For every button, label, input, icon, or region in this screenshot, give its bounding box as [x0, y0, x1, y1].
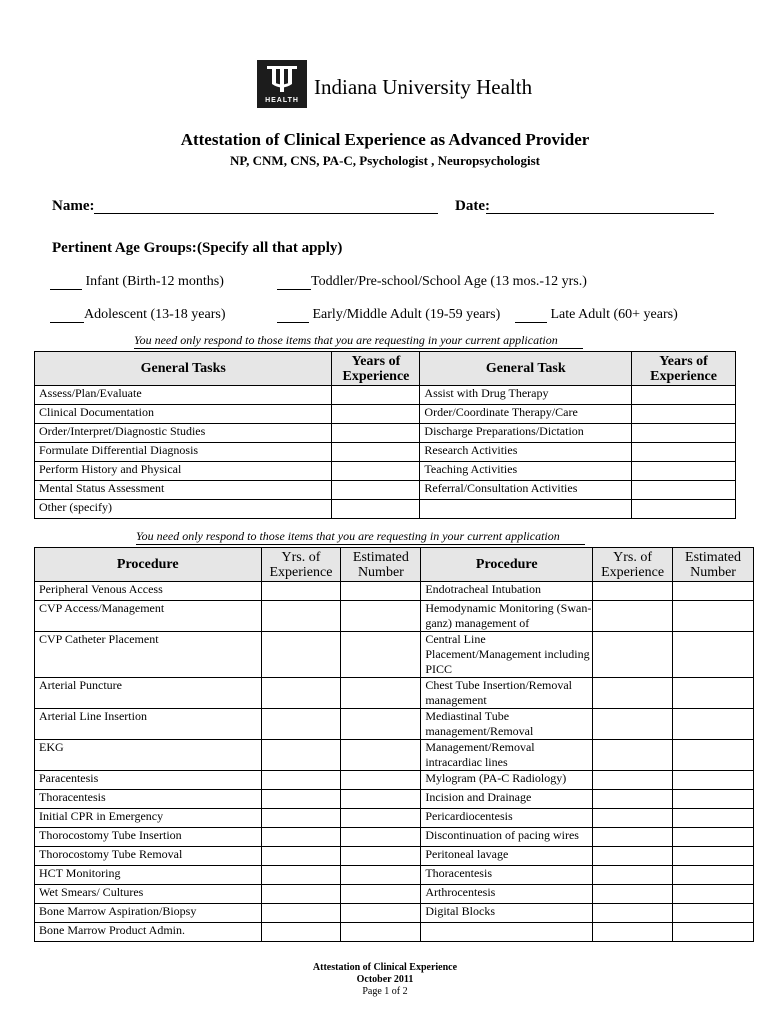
procedure-name-2: Discontinuation of pacing wires — [421, 828, 593, 847]
yrs-input[interactable] — [261, 601, 341, 632]
task-name-2: Discharge Preparations/Dictation — [420, 424, 632, 443]
page-title: Attestation of Clinical Experience as Advanced Provider — [180, 130, 590, 149]
yrs-input[interactable] — [261, 904, 341, 923]
yrs-input-2[interactable] — [593, 632, 673, 678]
procedures-table — [34, 547, 754, 942]
yrs-input-2[interactable] — [593, 923, 673, 942]
footer-date: October 2011 — [356, 974, 414, 985]
yrs-input[interactable] — [261, 771, 341, 790]
estimated-input-2[interactable] — [673, 809, 754, 828]
col-years2-line1: Years of — [659, 353, 708, 369]
age-adult-blank[interactable] — [277, 310, 309, 323]
age-infant — [50, 274, 224, 290]
col-est-line2: Number — [357, 564, 404, 580]
years-input-2[interactable] — [632, 386, 736, 405]
table-row — [35, 500, 736, 519]
years-input-2[interactable] — [632, 462, 736, 481]
age-groups-heading: Pertinent Age Groups: — [52, 240, 197, 256]
estimated-input-2[interactable] — [673, 847, 754, 866]
col-yrs-line2: Experience — [269, 564, 333, 580]
years-input[interactable] — [332, 386, 420, 405]
date-label: Date: — [455, 198, 490, 214]
col-estimated-number — [341, 548, 421, 582]
table-row — [35, 923, 754, 942]
yrs-input[interactable] — [261, 709, 341, 740]
age-adult — [277, 307, 500, 323]
procedure-name-2: Peritoneal lavage — [421, 847, 593, 866]
procedure-name: Arterial Puncture — [35, 678, 262, 709]
table-row — [35, 601, 754, 632]
task-name: Assess/Plan/Evaluate — [35, 386, 332, 405]
estimated-input[interactable] — [341, 828, 421, 847]
yrs-input[interactable] — [261, 678, 341, 709]
estimated-input-2[interactable] — [673, 632, 754, 678]
col-yrs-experience-2 — [593, 548, 673, 582]
table-row — [35, 582, 754, 601]
col-yrs-experience — [261, 548, 341, 582]
age-toddler-label: Toddler/Pre-school/School Age (13 mos.-12 yrs.) — [311, 274, 587, 289]
estimated-input-2[interactable] — [673, 866, 754, 885]
table-row — [35, 632, 754, 678]
col-est-line1: Estimated — [352, 549, 409, 565]
age-toddler-blank[interactable] — [277, 277, 311, 290]
name-field[interactable] — [94, 198, 438, 214]
procedure-name-2: Management/Removal intracardiac lines — [421, 740, 593, 771]
estimated-input-2[interactable] — [673, 601, 754, 632]
years-input[interactable] — [332, 500, 420, 519]
footer-title: Attestation of Clinical Experience — [312, 962, 458, 973]
task-name-2 — [420, 500, 632, 519]
procedure-name: Initial CPR in Emergency — [35, 809, 262, 828]
estimated-input-2[interactable] — [673, 828, 754, 847]
table-row — [35, 904, 754, 923]
table-row — [35, 847, 754, 866]
years-input-2[interactable] — [632, 481, 736, 500]
estimated-input[interactable] — [341, 709, 421, 740]
years-input-2[interactable] — [632, 424, 736, 443]
procedure-name: Thorocostomy Tube Removal — [35, 847, 262, 866]
estimated-input[interactable] — [341, 866, 421, 885]
instruction-note: You need only respond to those items that you are requesting in your current application — [134, 333, 558, 347]
table-row — [35, 678, 754, 709]
table-row — [35, 481, 736, 500]
procedure-name-2: Pericardiocentesis — [421, 809, 593, 828]
yrs-input-2[interactable] — [593, 790, 673, 809]
task-name: Perform History and Physical — [35, 462, 332, 481]
name-label: Name: — [52, 198, 95, 214]
yrs-input[interactable] — [261, 923, 341, 942]
years-input[interactable] — [332, 443, 420, 462]
years-input-2[interactable] — [632, 500, 736, 519]
yrs-input[interactable] — [261, 632, 341, 678]
age-adolescent — [50, 307, 226, 323]
iu-health-logo — [257, 60, 307, 108]
estimated-input-2[interactable] — [673, 678, 754, 709]
col-years-experience-2 — [632, 352, 736, 386]
task-name-2: Assist with Drug Therapy — [420, 386, 632, 405]
estimated-input[interactable] — [341, 601, 421, 632]
estimated-input[interactable] — [341, 904, 421, 923]
procedure-name: Bone Marrow Aspiration/Biopsy — [35, 904, 262, 923]
table-row — [35, 405, 736, 424]
table-row — [35, 424, 736, 443]
yrs-input-2[interactable] — [593, 582, 673, 601]
col-estimated-number-2 — [673, 548, 754, 582]
estimated-input-2[interactable] — [673, 582, 754, 601]
yrs-input-2[interactable] — [593, 709, 673, 740]
years-input[interactable] — [332, 424, 420, 443]
procedure-name-2: Chest Tube Insertion/Removal management — [421, 678, 593, 709]
age-adolescent-blank[interactable] — [50, 310, 84, 323]
age-adolescent-label: Adolescent (13-18 years) — [84, 307, 226, 322]
age-adult-label: Early/Middle Adult (19-59 years) — [312, 307, 501, 322]
col-years2-line2: Experience — [650, 368, 717, 384]
estimated-input[interactable] — [341, 632, 421, 678]
procedure-name-2: Mylogram (PA-C Radiology) — [421, 771, 593, 790]
col-yrs2-line2: Experience — [601, 564, 665, 580]
instruction-note-2: You need only respond to those items that you are requesting in your current application — [136, 529, 560, 543]
col-years-line2: Experience — [342, 368, 410, 384]
procedure-name-2 — [421, 923, 593, 942]
yrs-input-2[interactable] — [593, 740, 673, 771]
task-name: Clinical Documentation — [35, 405, 332, 424]
col-procedure: Procedure — [35, 548, 262, 582]
col-years-experience — [332, 352, 420, 386]
age-infant-label: Infant (Birth-12 months) — [85, 274, 224, 289]
estimated-input-2[interactable] — [673, 790, 754, 809]
yrs-input[interactable] — [261, 740, 341, 771]
table-row — [35, 809, 754, 828]
table-row — [35, 386, 736, 405]
estimated-input-2[interactable] — [673, 904, 754, 923]
estimated-input[interactable] — [341, 847, 421, 866]
procedure-name-2: Endotracheal Intubation — [421, 582, 593, 601]
table-row — [35, 740, 754, 771]
procedure-name-2: Digital Blocks — [421, 904, 593, 923]
table-row — [35, 709, 754, 740]
col-general-tasks: General Tasks — [35, 352, 332, 386]
estimated-input[interactable] — [341, 790, 421, 809]
years-input[interactable] — [332, 481, 420, 500]
procedure-name-2: Hemodynamic Monitoring (Swan-ganz) management of — [421, 601, 593, 632]
yrs-input-2[interactable] — [593, 678, 673, 709]
years-input[interactable] — [332, 462, 420, 481]
procedure-name-2: Mediastinal Tube management/Removal — [421, 709, 593, 740]
yrs-input[interactable] — [261, 885, 341, 904]
estimated-input[interactable] — [341, 771, 421, 790]
table-row — [35, 866, 754, 885]
yrs-input-2[interactable] — [593, 809, 673, 828]
age-late-adult-blank[interactable] — [515, 310, 547, 323]
yrs-input[interactable] — [261, 809, 341, 828]
estimated-input-2[interactable] — [673, 885, 754, 904]
procedure-name: CVP Access/Management — [35, 601, 262, 632]
procedure-name: EKG — [35, 740, 262, 771]
yrs-input[interactable] — [261, 847, 341, 866]
yrs-input[interactable] — [261, 582, 341, 601]
trident-icon — [267, 66, 297, 92]
logo-name: Indiana University Health — [314, 75, 533, 99]
col-general-task: General Task — [420, 352, 632, 386]
procedure-name-2: Central Line Placement/Management including PICC — [421, 632, 593, 678]
task-name: Order/Interpret/Diagnostic Studies — [35, 424, 332, 443]
estimated-input[interactable] — [341, 740, 421, 771]
procedure-name-2: Arthrocentesis — [421, 885, 593, 904]
estimated-input-2[interactable] — [673, 923, 754, 942]
table-row — [35, 790, 754, 809]
yrs-input-2[interactable] — [593, 828, 673, 847]
col-yrs-line1: Yrs. of — [281, 549, 321, 565]
task-name-2: Referral/Consultation Activities — [420, 481, 632, 500]
yrs-input-2[interactable] — [593, 904, 673, 923]
table-row — [35, 462, 736, 481]
page-subtitle: NP, CNM, CNS, PA-C, Psychologist , Neuropsychologist — [230, 153, 540, 168]
yrs-input-2[interactable] — [593, 847, 673, 866]
estimated-input-2[interactable] — [673, 740, 754, 771]
col-procedure-2: Procedure — [421, 548, 593, 582]
task-name-2: Teaching Activities — [420, 462, 632, 481]
yrs-input-2[interactable] — [593, 601, 673, 632]
task-name: Formulate Differential Diagnosis — [35, 443, 332, 462]
procedure-name: CVP Catheter Placement — [35, 632, 262, 678]
estimated-input[interactable] — [341, 809, 421, 828]
estimated-input[interactable] — [341, 885, 421, 904]
procedure-name: Arterial Line Insertion — [35, 709, 262, 740]
table-row — [35, 443, 736, 462]
date-field[interactable] — [486, 198, 714, 214]
logo-badge-text: HEALTH — [265, 97, 299, 104]
age-infant-blank[interactable] — [50, 277, 82, 290]
estimated-input[interactable] — [341, 582, 421, 601]
estimated-input[interactable] — [341, 678, 421, 709]
age-late-adult — [515, 307, 678, 323]
procedure-name-2: Thoracentesis — [421, 866, 593, 885]
yrs-input-2[interactable] — [593, 866, 673, 885]
age-toddler — [277, 274, 587, 290]
col-years-line1: Years of — [351, 353, 401, 369]
procedure-name: Peripheral Venous Access — [35, 582, 262, 601]
task-name: Other (specify) — [35, 500, 332, 519]
col-yrs2-line1: Yrs. of — [613, 549, 653, 565]
table-row — [35, 885, 754, 904]
estimated-input-2[interactable] — [673, 771, 754, 790]
task-name: Mental Status Assessment — [35, 481, 332, 500]
procedure-name: Thorocostomy Tube Insertion — [35, 828, 262, 847]
yrs-input[interactable] — [261, 866, 341, 885]
yrs-input-2[interactable] — [593, 885, 673, 904]
age-groups-instruction: (Specify all that apply) — [197, 240, 343, 256]
procedure-name: HCT Monitoring — [35, 866, 262, 885]
procedure-name: Thoracentesis — [35, 790, 262, 809]
estimated-input[interactable] — [341, 923, 421, 942]
years-input-2[interactable] — [632, 443, 736, 462]
task-name-2: Research Activities — [420, 443, 632, 462]
general-tasks-table — [34, 351, 736, 519]
procedure-name: Bone Marrow Product Admin. — [35, 923, 262, 942]
yrs-input[interactable] — [261, 790, 341, 809]
table-row — [35, 828, 754, 847]
age-late-adult-label: Late Adult (60+ years) — [550, 307, 678, 322]
procedure-name: Paracentesis — [35, 771, 262, 790]
estimated-input-2[interactable] — [673, 709, 754, 740]
task-name-2: Order/Coordinate Therapy/Care — [420, 405, 632, 424]
procedure-name: Wet Smears/ Cultures — [35, 885, 262, 904]
years-input-2[interactable] — [632, 405, 736, 424]
procedure-name-2: Incision and Drainage — [421, 790, 593, 809]
note-underline-2 — [136, 544, 585, 545]
table-row — [35, 771, 754, 790]
years-input[interactable] — [332, 405, 420, 424]
note-underline — [134, 348, 583, 349]
footer-page: Page 1 of 2 — [362, 986, 408, 997]
col-est2-line2: Number — [690, 564, 736, 580]
yrs-input-2[interactable] — [593, 771, 673, 790]
yrs-input[interactable] — [261, 828, 341, 847]
col-est2-line1: Estimated — [685, 549, 742, 565]
